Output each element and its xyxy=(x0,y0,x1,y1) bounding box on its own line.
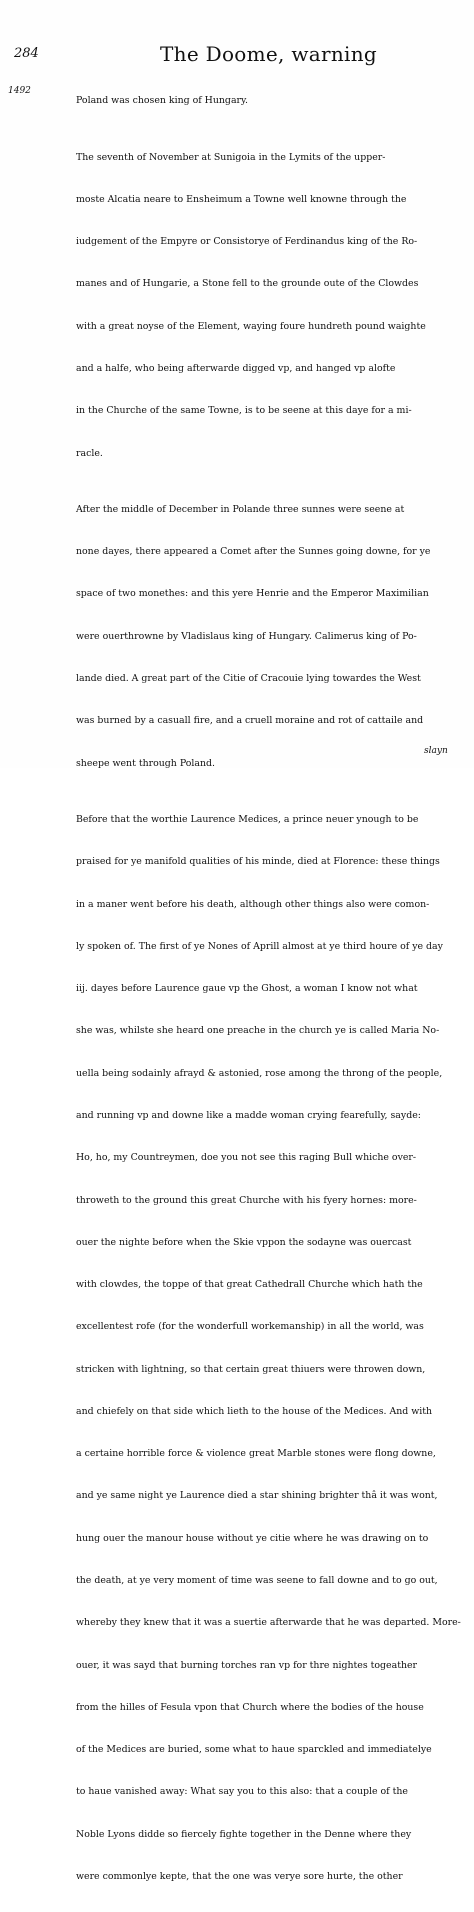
text-line: throweth to the ground this great Churche with his fyery hornes: more- xyxy=(76,1194,417,1206)
text-line: the death, at ye very moment of time was seene to fall downe and to go out, xyxy=(76,1575,438,1587)
text-line: were ouerthrowne by Vladislaus king of Hungary. Calimerus king of Po- xyxy=(76,630,417,642)
text-line: was burned by a casuall fire, and a cruell moraine and rot of cattaile and xyxy=(76,715,424,727)
text-line: from the hilles of Fesula vpon that Church where the bodies of the house xyxy=(76,1701,424,1713)
text-line: After the middle of December in Polande three sunnes were seene at xyxy=(76,503,405,515)
text-line: Poland was chosen king of Hungary. xyxy=(76,95,249,107)
text-line: hung ouer the manour house without ye citie where he was drawing on to xyxy=(76,1532,429,1544)
text-line: The seventh of November at Sunigoia in the Lymits of the upper- xyxy=(76,151,386,163)
text-line: Ho, ho, my Countreymen, doe you not see this raging Bull whiche over- xyxy=(76,1152,417,1164)
running-title: The Doome, warning xyxy=(160,42,378,66)
text-line: with a great noyse of the Element, waying foure hundreth pound waighte xyxy=(76,320,426,332)
text-line: and ye same night ye Laurence died a star shining brighter thâ it was wont, xyxy=(76,1490,438,1502)
catchword: slayn xyxy=(424,746,448,756)
marginal-year: 1492 xyxy=(8,86,31,96)
text-line: moste Alcatia neare to Ensheimum a Towne well knowne through the xyxy=(76,193,407,205)
text-line: Noble Lyons didde so fiercely fighte together in the Denne where they xyxy=(76,1828,412,1840)
text-line: uella being sodainly afrayd & astonied, rose among the throng of the people, xyxy=(76,1067,443,1079)
text-line: she was, whilste she heard one preache in the church ye is called Maria No- xyxy=(76,1025,440,1037)
text-line: sheepe went through Poland. xyxy=(76,757,215,769)
text-line: excellentest rofe (for the wonderfull workemanship) in all the world, was xyxy=(76,1321,424,1333)
text-line: to haue vanished away: What say you to this also: that a couple of the xyxy=(76,1786,408,1798)
text-line: were commonlye kepte, that the one was verye sore hurte, the other xyxy=(76,1871,403,1882)
text-line: Before that the worthie Laurence Medices, a prince neuer ynough to be xyxy=(76,813,419,825)
page-number: 284 xyxy=(14,46,39,61)
text-line: and running vp and downe like a madde woman crying fearefully, sayde: xyxy=(76,1109,421,1121)
text-line: stricken with lightning, so that certain great thiuers were throwen down, xyxy=(76,1363,426,1375)
text-line: with clowdes, the toppe of that great Cathedrall Churche which hath the xyxy=(76,1279,423,1291)
text-line: ouer the nighte before when the Skie vppon the sodayne was ouercast xyxy=(76,1236,412,1248)
text-line: in the Churche of the same Towne, is to be seene at this daye for a mi- xyxy=(76,405,412,417)
text-line: whereby they knew that it was a suertie afterwarde that he was departed. More- xyxy=(76,1617,461,1629)
text-line: iudgement of the Empyre or Consistorye of Ferdinandus king of the Ro- xyxy=(76,236,418,248)
text-line: of the Medices are buried, some what to haue sparckled and immediatelye xyxy=(76,1744,432,1756)
text-line: ly spoken of. The first of ye Nones of Aprill almost at ye third houre of ye day xyxy=(76,940,443,952)
text-line: in a maner went before his death, although other things also were comon- xyxy=(76,898,430,910)
text-line: racle. xyxy=(76,447,103,459)
text-line: manes and of Hungarie, a Stone fell to the grounde oute of the Clowdes xyxy=(76,278,419,290)
text-line: none dayes, there appeared a Comet after the Sunnes going downe, for ye xyxy=(76,546,431,558)
text-line: a certaine horrible force & violence great Marble stones were flong downe, xyxy=(76,1448,436,1460)
text-line: and a halfe, who being afterwarde digged vp, and hanged vp alofte xyxy=(76,362,396,374)
text-line: iij. dayes before Laurence gaue vp the Ghost, a woman I know not what xyxy=(76,983,418,995)
text-line: space of two monethes: and this yere Henrie and the Emperor Maximilian xyxy=(76,588,429,600)
body-text xyxy=(76,66,461,1912)
text-line: ouer, it was sayd that burning torches ran vp for thre nightes togeather xyxy=(76,1659,418,1671)
text-line: lande died. A great part of the Citie of Cracouie lying towardes the West xyxy=(76,673,421,685)
text-line: and chiefely on that side which lieth to the house of the Medices. And with xyxy=(76,1405,433,1417)
text-line: praised for ye manifold qualities of his minde, died at Florence: these things xyxy=(76,856,440,868)
